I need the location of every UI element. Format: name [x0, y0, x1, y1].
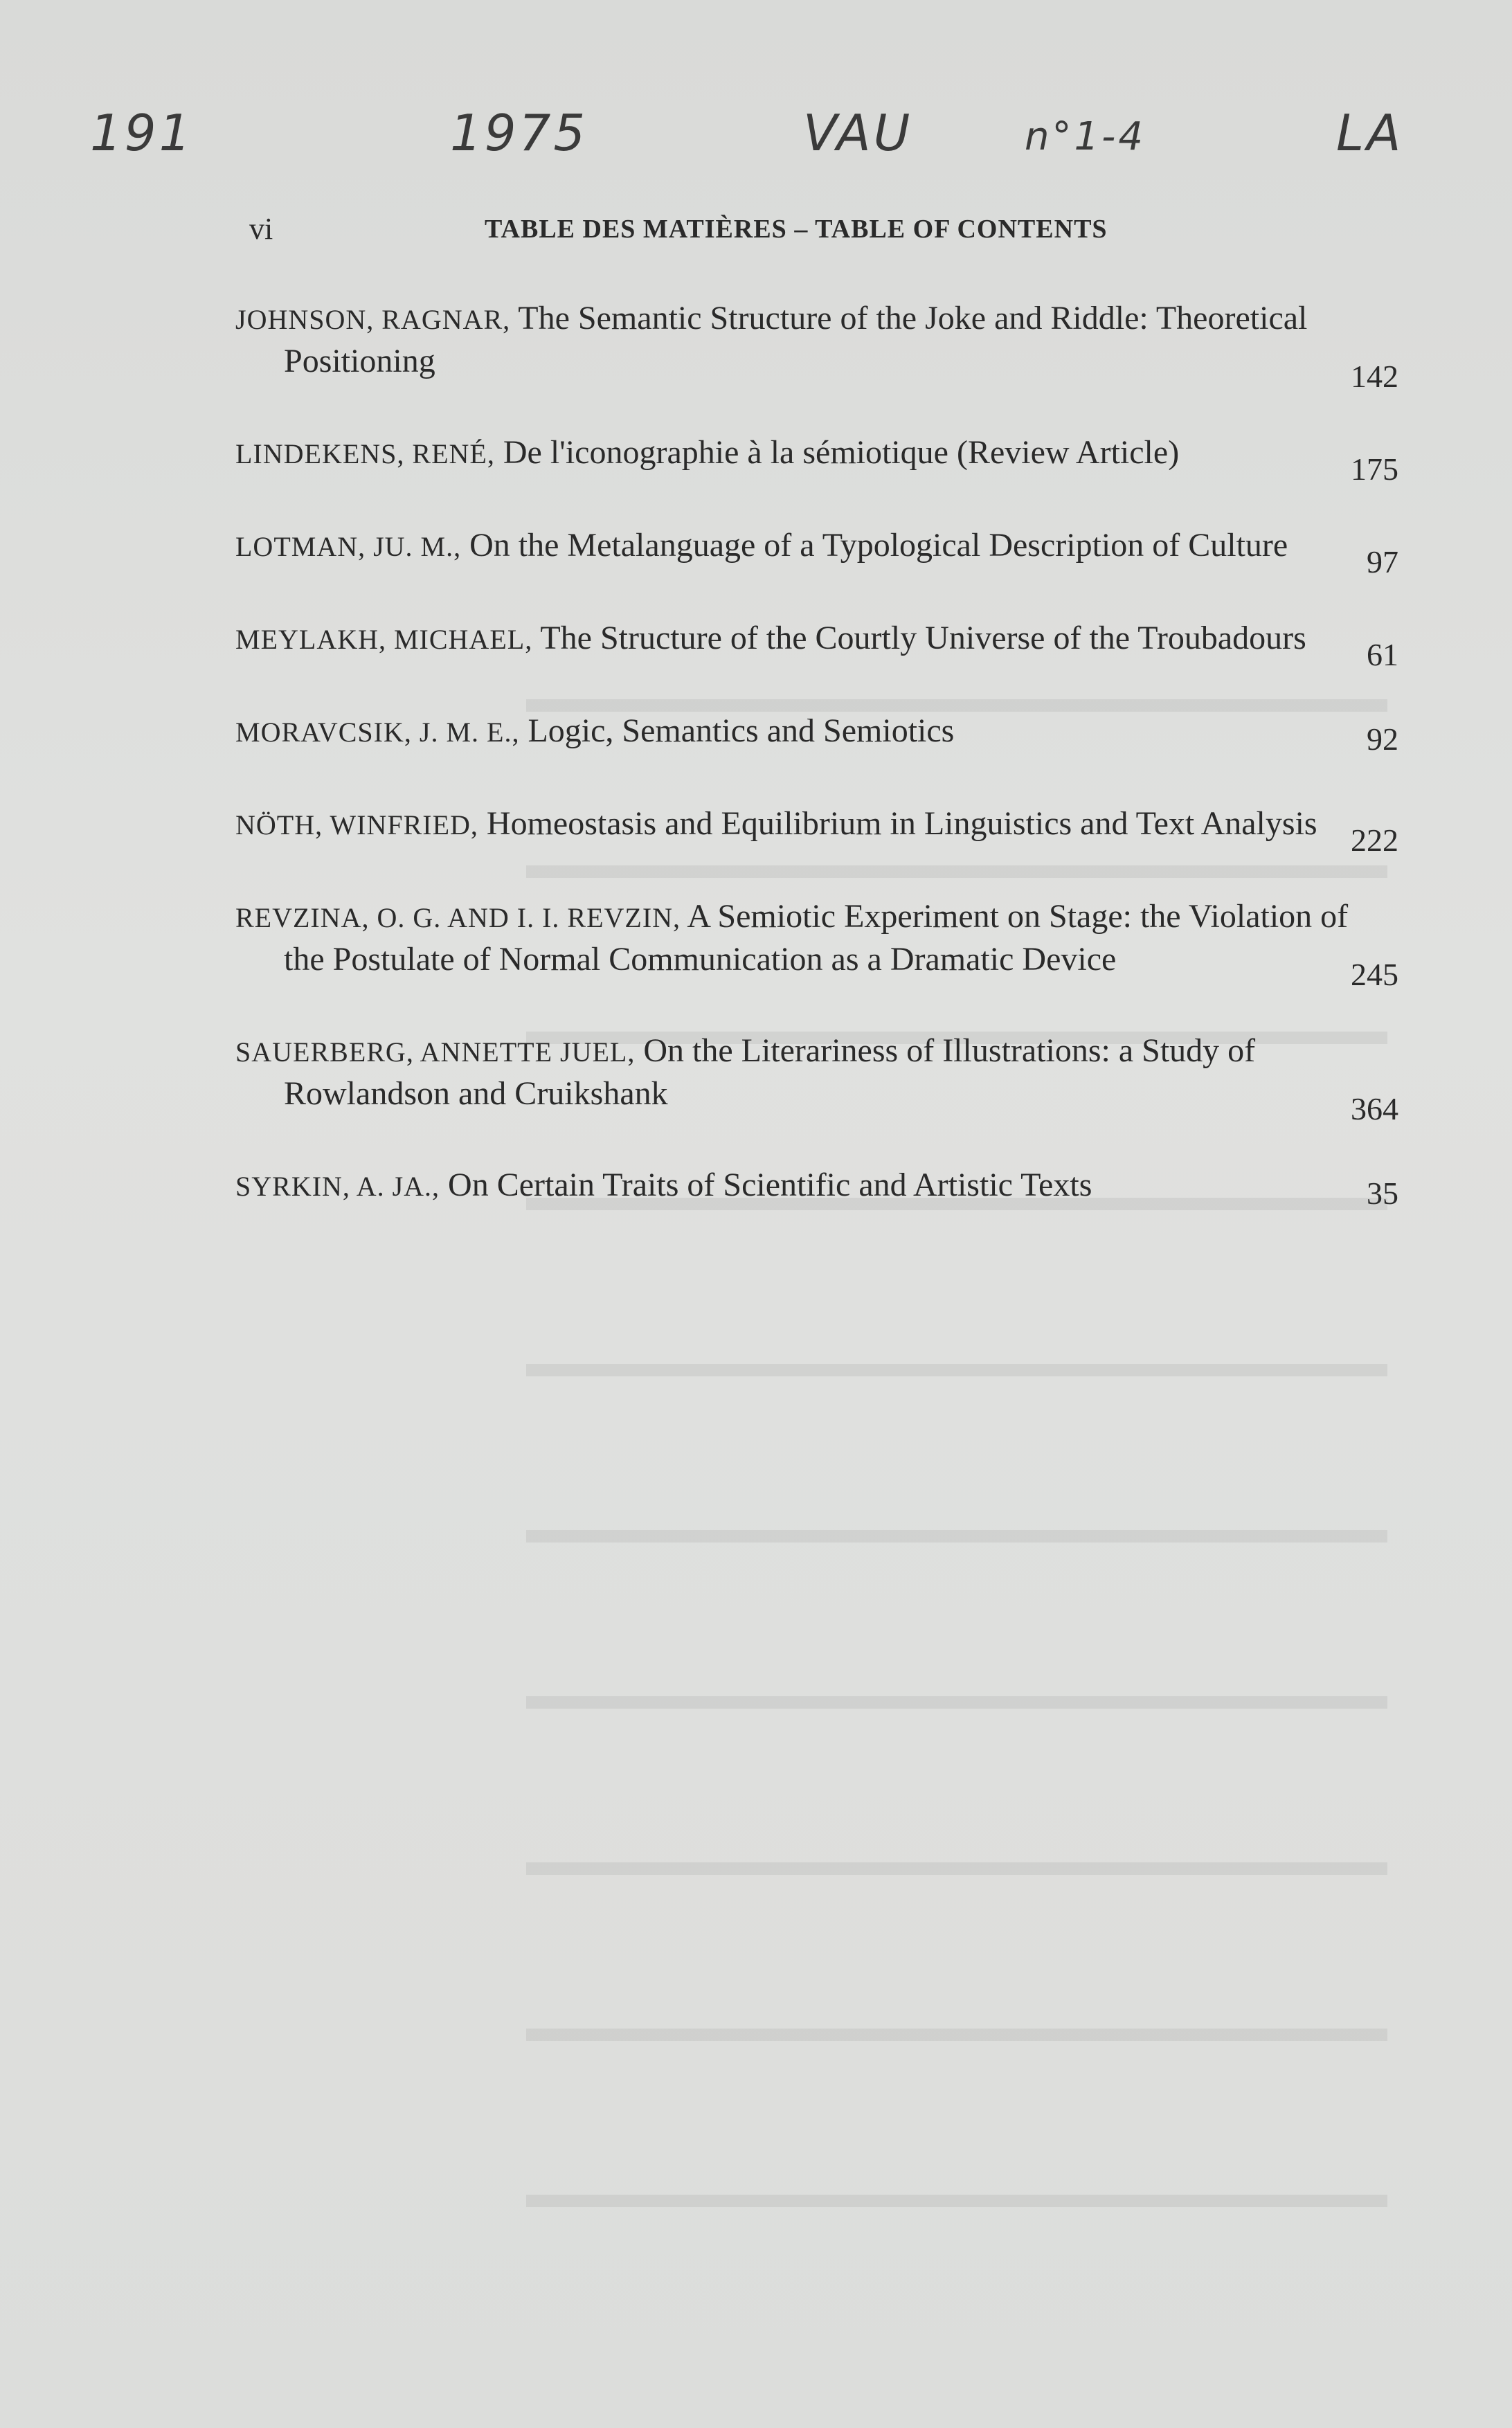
handwritten-note-3: VAU: [803, 104, 913, 162]
toc-entry: [235, 525, 1398, 579]
toc-page-number: 97: [1367, 544, 1398, 579]
handwritten-note-4: n°1-4: [1025, 114, 1146, 159]
toc-entry: [235, 432, 1398, 487]
toc-author: SAUERBERG, ANNETTE JUEL,: [235, 1036, 636, 1068]
toc-entry: [235, 710, 1398, 757]
page-folio: vi: [249, 212, 273, 246]
toc-page-number: 175: [1351, 451, 1398, 487]
toc-page-number: 245: [1351, 957, 1398, 992]
toc-entry: [235, 1164, 1398, 1211]
toc-author: NÖTH, WINFRIED,: [235, 809, 478, 840]
toc-author: JOHNSON, RAGNAR,: [235, 304, 511, 335]
toc-entry: [235, 618, 1398, 672]
handwritten-note-5: LA: [1336, 104, 1404, 162]
toc-title: De l'iconographie à la sémiotique (Review Article): [503, 434, 1180, 471]
table-of-contents: [235, 298, 1398, 1257]
toc-author: MEYLAKH, MICHAEL,: [235, 624, 533, 655]
toc-title: A Semiotic Experiment on Stage: the Violation of the Postulate of Normal Communication as a Dramatic Device: [284, 898, 1349, 978]
running-title: TABLE DES MATIÈRES – TABLE OF CONTENTS: [485, 215, 1108, 244]
toc-title: On Certain Traits of Scientific and Artistic Texts: [448, 1167, 1092, 1203]
toc-entry: [235, 896, 1398, 992]
toc-entry: [235, 1030, 1398, 1126]
toc-page-number: 364: [1351, 1091, 1398, 1126]
toc-author: LINDEKENS, RENÉ,: [235, 438, 495, 469]
handwritten-note-1: 191: [90, 104, 194, 162]
toc-title: Logic, Semantics and Semiotics: [528, 712, 955, 749]
toc-page-number: 61: [1367, 637, 1398, 672]
toc-title: Homeostasis and Equilibrium in Linguistics and Text Analysis: [486, 805, 1317, 842]
toc-author: REVZINA, O. G. AND I. I. REVZIN,: [235, 902, 681, 933]
toc-entry: [235, 298, 1398, 394]
toc-page-number: 92: [1367, 721, 1398, 757]
toc-author: SYRKIN, A. JA.,: [235, 1171, 440, 1202]
page-header: [249, 211, 1387, 253]
toc-title: The Structure of the Courtly Universe of the Troubadours: [540, 620, 1306, 656]
toc-page-number: 222: [1351, 822, 1398, 858]
toc-title: On the Literariness of Illustrations: a Study of Rowlandson and Cruikshank: [284, 1032, 1256, 1112]
toc-title: The Semantic Structure of the Joke and Riddle: Theoretical Positioning: [284, 300, 1308, 379]
handwritten-note-2: 1975: [450, 104, 588, 162]
toc-page-number: 35: [1367, 1176, 1398, 1211]
toc-author: MORAVCSIK, J. M. E.,: [235, 717, 520, 748]
toc-title: On the Metalanguage of a Typological Description of Culture: [469, 527, 1288, 564]
toc-author: LOTMAN, JU. M.,: [235, 531, 462, 562]
toc-entry: [235, 803, 1398, 858]
toc-page-number: 142: [1351, 359, 1398, 394]
